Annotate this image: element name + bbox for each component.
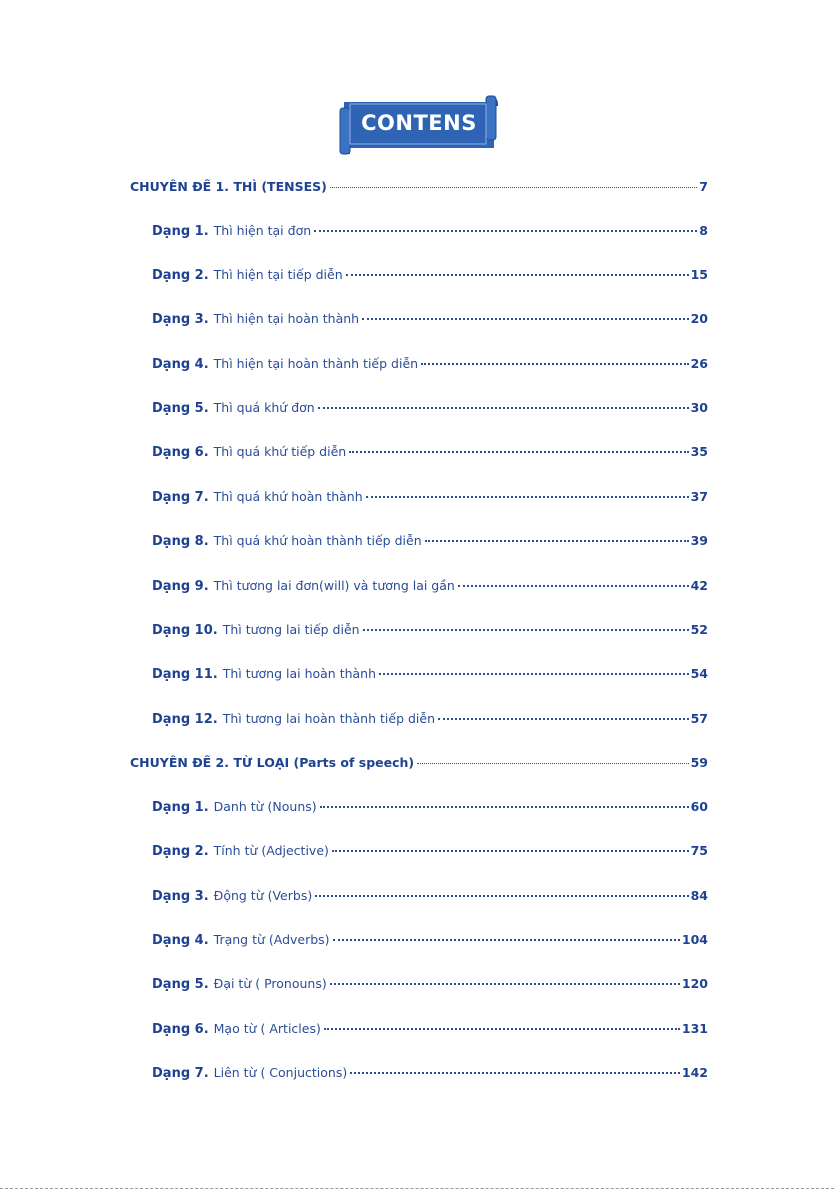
toc-entry[interactable] [152, 489, 708, 505]
dot-leader [330, 187, 697, 188]
dot-leader [438, 718, 689, 720]
entry-title: Đại từ ( Pronouns) [213, 976, 327, 991]
chapter-2-heading[interactable] [130, 755, 708, 770]
page-number: 54 [690, 666, 708, 681]
entry-label: Dạng 8. [152, 534, 209, 549]
toc-entry[interactable] [152, 533, 708, 549]
entry-label: Dạng 10. [152, 623, 218, 638]
dot-leader [458, 585, 689, 587]
toc-entry[interactable] [152, 444, 708, 460]
entry-title: Mạo từ ( Articles) [213, 1021, 321, 1036]
toc-entry[interactable] [152, 888, 708, 904]
entry-label: Dạng 3. [152, 312, 209, 327]
page-number: 26 [690, 356, 708, 371]
chapter-1-heading[interactable] [130, 179, 708, 194]
dot-leader [417, 763, 688, 764]
page-number: 104 [681, 932, 708, 947]
page-number: 35 [690, 444, 708, 459]
page-number: 120 [681, 976, 708, 991]
dot-leader [421, 363, 689, 365]
entry-title: Thì tương lai tiếp diễn [222, 622, 360, 637]
toc-entry[interactable] [152, 622, 708, 638]
page-number: 57 [690, 711, 708, 726]
dot-leader [330, 983, 680, 985]
entry-title: Thì quá khứ tiếp diễn [213, 444, 347, 459]
page-number: 37 [690, 489, 708, 504]
entry-title: Thì hiện tại đơn [213, 223, 312, 238]
entry-title: Thì hiện tại tiếp diễn [213, 267, 343, 282]
toc-entry[interactable] [152, 311, 708, 327]
entry-title: Thì tương lai đơn(will) và tương lai gần [213, 578, 455, 593]
dot-leader [350, 1072, 680, 1074]
page-number: 20 [690, 311, 708, 326]
page-number: 42 [690, 578, 708, 593]
page-number: 131 [681, 1021, 708, 1036]
contents-banner [336, 92, 502, 158]
dot-leader [366, 496, 689, 498]
dot-leader [332, 850, 689, 852]
page-number: 60 [690, 799, 708, 814]
dot-leader [362, 318, 689, 320]
dot-leader [324, 1028, 680, 1030]
page-number: 15 [690, 267, 708, 282]
toc-entry[interactable] [152, 843, 708, 859]
toc-entry[interactable] [152, 267, 708, 283]
page-number: 8 [699, 223, 708, 238]
entry-label: Dạng 6. [152, 445, 209, 460]
page-number: 75 [690, 843, 708, 858]
page-number: 30 [690, 400, 708, 415]
entry-title: Động từ (Verbs) [213, 888, 313, 903]
dot-leader [346, 274, 689, 276]
entry-label: Dạng 1. [152, 224, 209, 239]
entry-title: Thì tương lai hoàn thành [222, 666, 377, 681]
toc-entry[interactable] [152, 1065, 708, 1081]
entry-title: Liên từ ( Conjuctions) [213, 1065, 348, 1080]
chapter-title: CHUYÊN ĐỀ 1. THÌ (TENSES) [130, 179, 327, 194]
dot-leader [349, 451, 688, 453]
page-number: 142 [681, 1065, 708, 1080]
toc-entry[interactable] [152, 799, 708, 815]
dot-leader [379, 673, 689, 675]
entry-label: Dạng 5. [152, 401, 209, 416]
toc-entry[interactable] [152, 578, 708, 594]
entry-title: Tính từ (Adjective) [213, 843, 329, 858]
toc-entry[interactable] [152, 356, 708, 372]
dot-leader [315, 895, 688, 897]
dot-leader [318, 407, 689, 409]
page-number: 84 [690, 888, 708, 903]
entry-label: Dạng 7. [152, 1066, 209, 1081]
chapter-title: CHUYÊN ĐỀ 2. TỪ LOẠI (Parts of speech) [130, 755, 415, 770]
entry-label: Dạng 5. [152, 977, 209, 992]
toc-entry[interactable] [152, 1021, 708, 1037]
dot-leader [425, 540, 689, 542]
entry-title: Thì tương lai hoàn thành tiếp diễn [222, 711, 435, 726]
page-number: 59 [690, 755, 708, 770]
entry-title: Thì quá khứ đơn [213, 400, 315, 415]
entry-label: Dạng 7. [152, 490, 209, 505]
toc-entry[interactable] [152, 711, 708, 727]
entry-label: Dạng 9. [152, 579, 209, 594]
toc-entry[interactable] [152, 223, 708, 239]
entry-label: Dạng 11. [152, 667, 218, 682]
entry-label: Dạng 2. [152, 268, 209, 283]
entry-label: Dạng 12. [152, 712, 218, 727]
page-number: 7 [699, 179, 708, 194]
entry-title: Trạng từ (Adverbs) [213, 932, 330, 947]
entry-label: Dạng 4. [152, 933, 209, 948]
page-number: 39 [690, 533, 708, 548]
entry-label: Dạng 6. [152, 1022, 209, 1037]
entry-title: Thì quá khứ hoàn thành [213, 489, 363, 504]
entry-label: Dạng 4. [152, 357, 209, 372]
dot-leader [320, 806, 689, 808]
dot-leader [333, 939, 680, 941]
entry-title: Thì hiện tại hoàn thành tiếp diễn [213, 356, 419, 371]
contents-title: CONTENS [361, 111, 477, 135]
toc-entry[interactable] [152, 976, 708, 992]
entry-label: Dạng 2. [152, 844, 209, 859]
dot-leader [363, 629, 689, 631]
entry-label: Dạng 1. [152, 800, 209, 815]
toc-entry[interactable] [152, 932, 708, 948]
entry-title: Danh từ (Nouns) [213, 799, 317, 814]
entry-label: Dạng 3. [152, 889, 209, 904]
entry-title: Thì quá khứ hoàn thành tiếp diễn [213, 533, 422, 548]
entry-title: Thì hiện tại hoàn thành [213, 311, 360, 326]
toc-entry[interactable] [152, 666, 708, 682]
toc-entry[interactable] [152, 400, 708, 416]
page-number: 52 [690, 622, 708, 637]
dot-leader [314, 230, 697, 232]
page-edge-divider [0, 1188, 834, 1189]
